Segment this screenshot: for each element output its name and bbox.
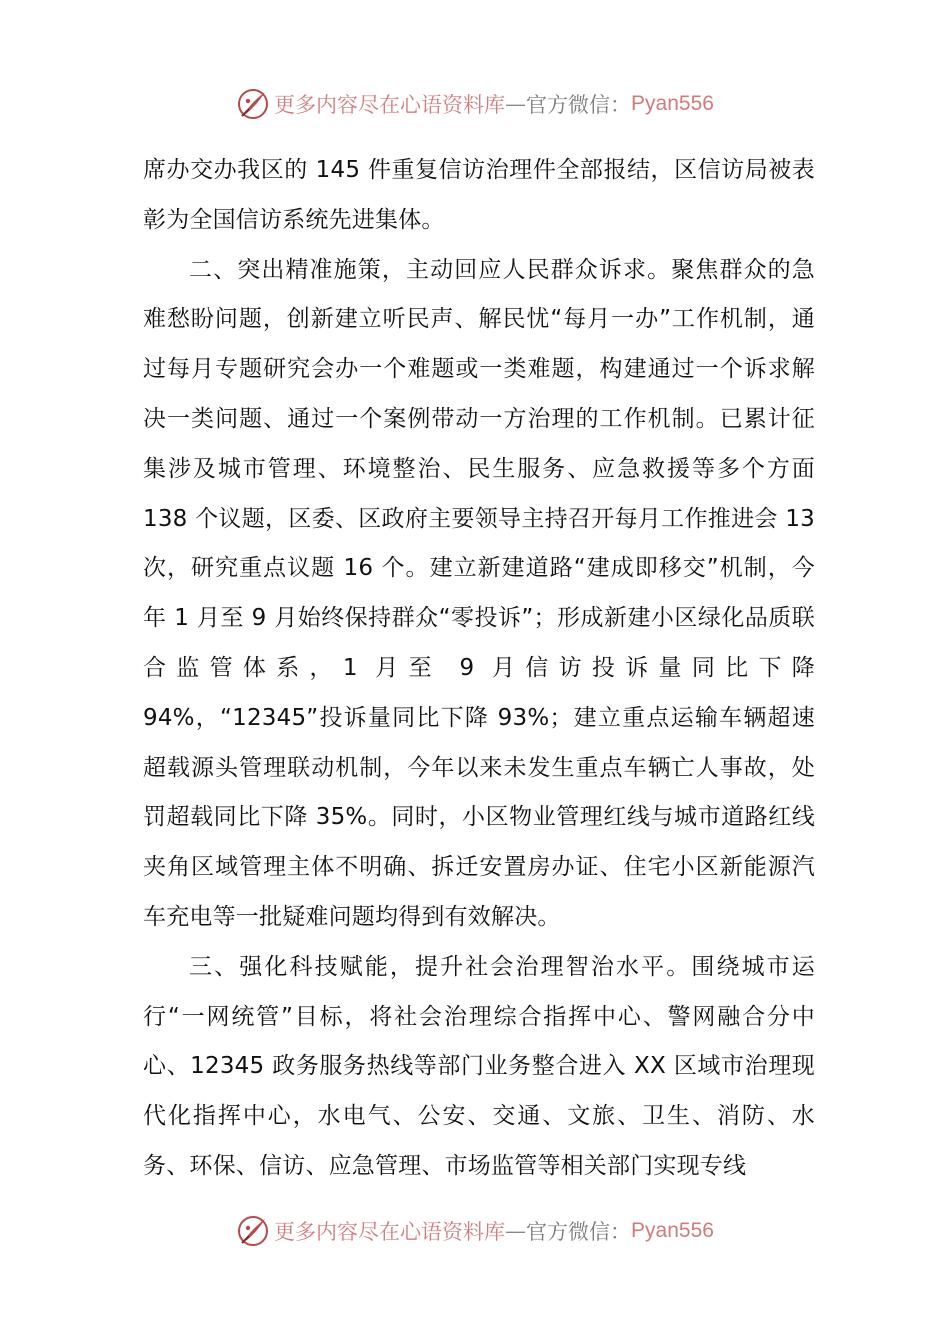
watermark-footer xyxy=(0,1211,950,1251)
watermark-dash: — xyxy=(505,92,527,116)
watermark-dash: — xyxy=(505,1219,527,1243)
watermark-header xyxy=(0,84,950,124)
paragraph-continuation: 席办交办我区的 145 件重复信访治理件全部报结，区信访局被表彰为全国信访系统先进集体。 xyxy=(143,157,815,233)
watermark-wechat-id: Pyan556 xyxy=(631,1219,714,1242)
watermark-text: 更多内容尽在心语资料库 xyxy=(274,1220,506,1244)
watermark-wechat-label: 官方微信： xyxy=(526,1220,632,1244)
quill-logo-icon xyxy=(236,1214,270,1248)
paragraph-section-three: 三、强化科技赋能，提升社会治理智治水平。围绕城市运行“一网统管”目标，将社会治理综合指挥中心、警网融合分中心、12345 政务服务热线等部门业务整合进入 XX 区域市治理现代化指挥中心，水电气、公安、交通、文旅、卫生、消防、水务、环保、信访、应急管理、市场监管等相关部门实现专线 xyxy=(143,953,815,1179)
watermark-wechat-id: Pyan556 xyxy=(631,92,714,115)
quill-logo-icon xyxy=(236,87,270,121)
paragraph-section-two: 二、突出精准施策，主动回应人民群众诉求。聚焦群众的急难愁盼问题，创新建立听民声、解民忧“每月一办”工作机制，通过每月专题研究会办一个难题或一类难题，构建通过一个诉求解决一类问题、通过一个案例带动一方治理的工作机制。已累计征集涉及城市管理、环境整治、民生服务、应急救援等多个方面 138 个议题，区委、区政府主要领导主持召开每月工作推进会 13 次，研究重点议题 16 个。建立新建道路“建成即移交”机制，今年 1 月至 9 月始终保持群众“零投诉”；形成新建小区绿化品质联合监管体系，1 月至 9 月信访投诉量同比下降 94%，“12345”投诉量同比下降 93%；建立重点运输车辆超速超载源头管理联动机制，今年以来未发生重点车辆亡人事故，处罚超载同比下降 35%。同时，小区物业管理红线与城市道路红线夹角区域管理主体不明确、拆迁安置房办证、住宅小区新能源汽车充电等一批疑难问题均得到有效解决。 xyxy=(143,256,815,930)
document-body xyxy=(143,146,815,1192)
watermark-text: 更多内容尽在心语资料库 xyxy=(274,93,506,117)
watermark-wechat-label: 官方微信： xyxy=(526,93,632,117)
